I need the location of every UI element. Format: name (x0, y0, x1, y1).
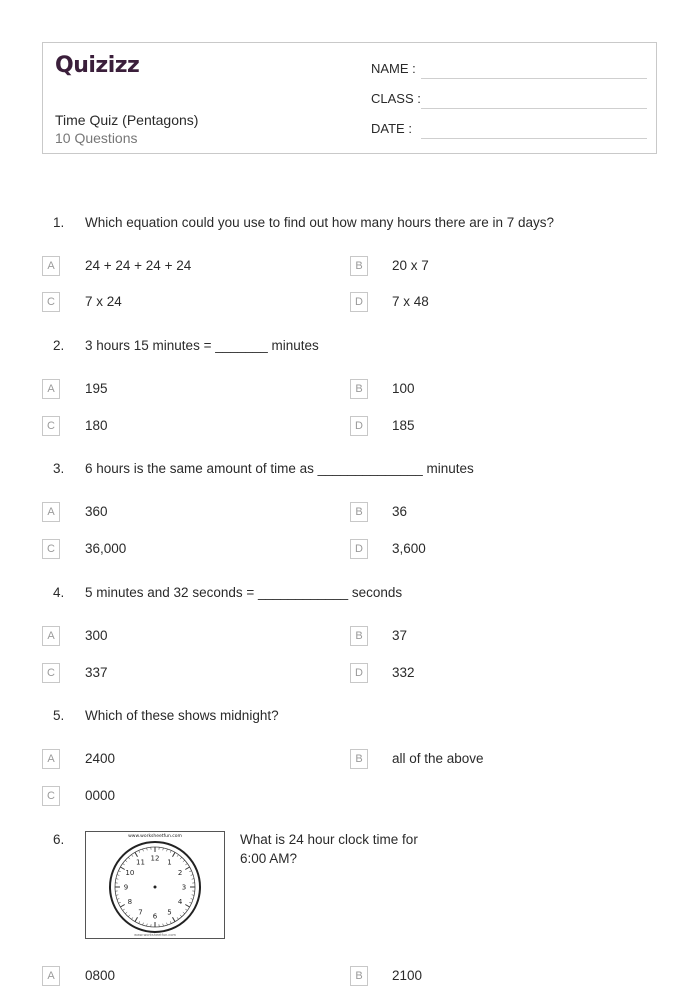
clock-number: 10 (125, 869, 135, 877)
clock-number: 11 (136, 858, 145, 867)
option-text: 185 (392, 418, 415, 433)
question-number: 6. (53, 832, 65, 847)
option-letter-box[interactable]: D (350, 416, 368, 436)
option-text: 100 (392, 381, 415, 396)
worksheet-header (42, 42, 657, 154)
option-text: 3,600 (392, 541, 426, 556)
option-text: 37 (392, 628, 408, 643)
option-letter-box[interactable]: D (350, 292, 368, 312)
question-text-line: What is 24 hour clock time for (240, 832, 418, 847)
clock-image (85, 831, 225, 939)
quizizz-logo: Quizizz (55, 53, 140, 78)
question-number: 5. (53, 708, 65, 723)
question-text: 6 hours is the same amount of time as ______________ minutes (85, 461, 474, 476)
option-text: 332 (392, 665, 415, 680)
option-text: 7 x 48 (392, 294, 429, 309)
question-text-line: 6:00 AM? (240, 851, 298, 866)
question-text: 3 hours 15 minutes = _______ minutes (85, 338, 319, 353)
clock-footer-caption: www.worksheetfun.com (134, 933, 176, 937)
option-text: 300 (85, 628, 108, 643)
option-text: 337 (85, 665, 108, 680)
clock-number: 6 (152, 912, 158, 921)
option-text: 0000 (85, 788, 116, 803)
date-line[interactable] (421, 138, 647, 139)
class-line[interactable] (421, 108, 647, 109)
clock-number: 8 (127, 898, 133, 906)
option-letter-box[interactable]: B (350, 379, 368, 399)
name-label: NAME : (371, 61, 416, 76)
option-letter-box[interactable]: A (42, 256, 60, 276)
option-letter-box[interactable]: B (350, 256, 368, 276)
question-text: 5 minutes and 32 seconds = ____________ seconds (85, 585, 403, 600)
clock-number: 5 (167, 908, 172, 917)
clock-number: 3 (181, 883, 187, 892)
option-letter-box[interactable]: A (42, 379, 60, 399)
option-text: 195 (85, 381, 108, 396)
question-text: Which of these shows midnight? (85, 708, 279, 723)
question-number: 4. (53, 585, 65, 600)
option-letter-box[interactable]: A (42, 502, 60, 522)
option-letter-box[interactable]: C (42, 292, 60, 312)
option-letter-box[interactable]: A (42, 966, 60, 986)
option-letter-box[interactable]: C (42, 786, 60, 806)
option-letter-box[interactable]: B (350, 626, 368, 646)
option-letter-box[interactable]: D (350, 539, 368, 559)
option-text: 360 (85, 504, 108, 519)
option-letter-box[interactable]: C (42, 663, 60, 683)
question-number: 1. (53, 215, 65, 230)
option-letter-box[interactable]: B (350, 502, 368, 522)
clock-number: 7 (138, 908, 143, 917)
name-line[interactable] (421, 78, 647, 79)
question-number: 3. (53, 461, 65, 476)
option-letter-box[interactable]: B (350, 966, 368, 986)
option-letter-box[interactable]: A (42, 749, 60, 769)
option-letter-box[interactable]: B (350, 749, 368, 769)
clock-number: 4 (177, 898, 183, 906)
question-count: 10 Questions (55, 130, 138, 146)
clock-face-icon (86, 832, 224, 938)
option-text: 2100 (392, 968, 423, 983)
question-number: 2. (53, 338, 65, 353)
option-text: 2400 (85, 751, 116, 766)
option-text: 24 + 24 + 24 + 24 (85, 258, 192, 273)
class-label: CLASS : (371, 91, 421, 106)
clock-number: 12 (150, 854, 160, 863)
date-label: DATE : (371, 121, 412, 136)
clock-number: 2 (177, 869, 183, 877)
option-letter-box[interactable]: C (42, 416, 60, 436)
option-text: 7 x 24 (85, 294, 122, 309)
option-text: 180 (85, 418, 108, 433)
quiz-title: Time Quiz (Pentagons) (55, 112, 199, 128)
option-text: 36 (392, 504, 408, 519)
option-text: 0800 (85, 968, 116, 983)
clock-number: 9 (123, 883, 129, 892)
option-letter-box[interactable]: D (350, 663, 368, 683)
clock-number: 1 (167, 858, 172, 867)
option-text: all of the above (392, 751, 484, 766)
option-text: 36,000 (85, 541, 127, 556)
option-letter-box[interactable]: A (42, 626, 60, 646)
clock-caption: www.worksheetfun.com (128, 834, 182, 839)
option-letter-box[interactable]: C (42, 539, 60, 559)
question-text: Which equation could you use to find out how many hours there are in 7 days? (85, 215, 555, 230)
option-text: 20 x 7 (392, 258, 429, 273)
